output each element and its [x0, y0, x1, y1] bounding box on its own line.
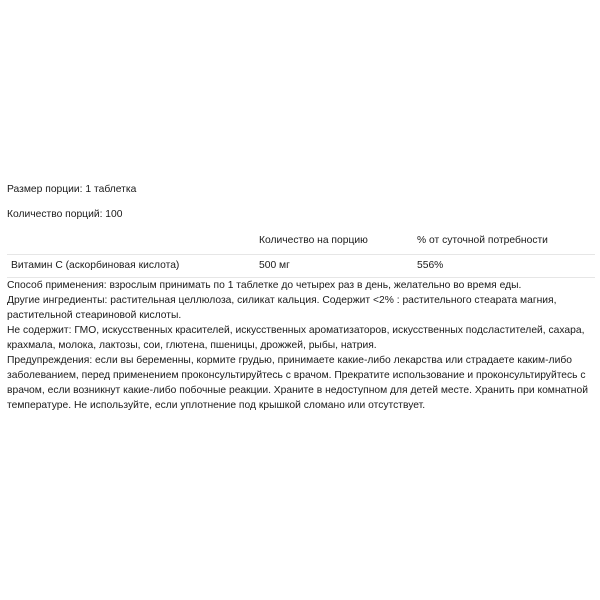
warnings-line: заболеванием, перед применением проконсультируйтесь с врачом. Прекратите использование и проконсультируйтесь с: [7, 370, 586, 381]
header-name: [7, 227, 255, 255]
supplement-facts-table: [7, 227, 595, 278]
usage-text: Способ применения: взрослым принимать по 1 таблетке до четырех раз в день, желательно во время еды.: [7, 280, 522, 291]
free-of-line: Не содержит: ГМО, искусственных красителей, искусственных ароматизаторов, искусственных подсластителей, сахара,: [7, 325, 585, 336]
header-amount: Количество на порцию: [259, 235, 368, 246]
free-of-line: крахмала, молока, лактозы, сои, глютена, пшеницы, дрожжей, рыбы, натрия.: [7, 340, 377, 351]
other-ingredients-line: растительной стеариновой кислоты.: [7, 310, 182, 321]
nutrient-daily-value: 556%: [417, 260, 444, 271]
servings-count: Количество порций: 100: [7, 209, 123, 220]
other-ingredients: [7, 293, 595, 323]
warnings-text: [7, 353, 595, 413]
warnings-line: температуре. Не используйте, если уплотнение под крышкой сломано или отсутствует.: [7, 400, 426, 411]
table-header-row: [7, 227, 595, 255]
supplement-info: [7, 182, 595, 413]
table-row: [7, 255, 595, 278]
serving-size: Размер порции: 1 таблетка: [7, 184, 137, 195]
warnings-line: врачом, если возникнут какие-либо побочные реакции. Храните в недоступном для детей месте. Хранить при комнатной: [7, 385, 588, 396]
nutrient-amount: 500 мг: [259, 260, 290, 271]
warnings-line: Предупреждения: если вы беременны, кормите грудью, принимаете какие-либо лекарства или страдаете каким-либо: [7, 355, 572, 366]
other-ingredients-line: Другие ингредиенты: растительная целлюлоза, силикат кальция. Содержит <2% : растительного стеарата магния,: [7, 295, 557, 306]
header-daily-value: % от суточной потребности: [417, 235, 548, 246]
free-of-text: [7, 323, 595, 353]
nutrient-name: Витамин С (аскорбиновая кислота): [11, 260, 180, 271]
